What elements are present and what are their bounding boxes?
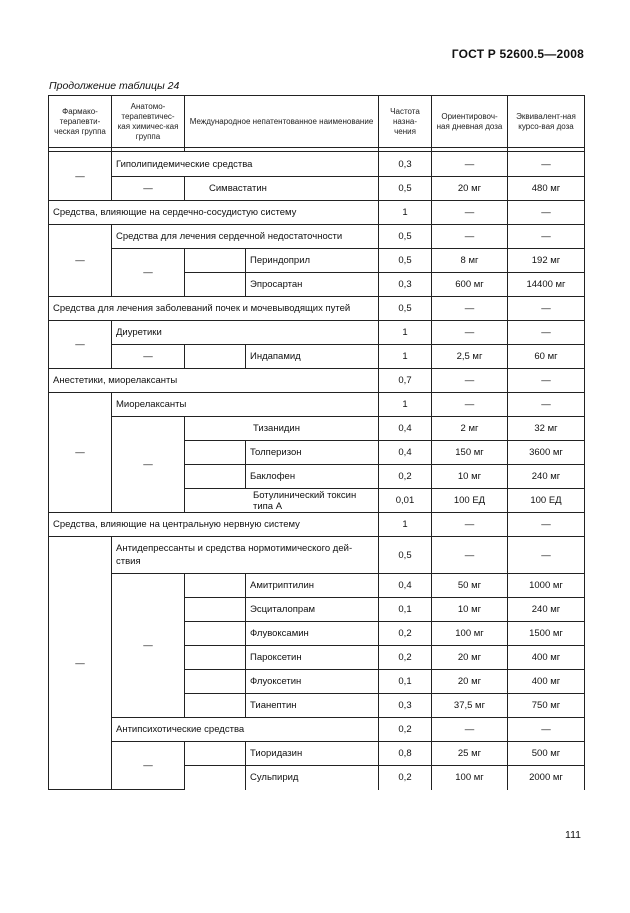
table-row — [49, 417, 585, 441]
cell-empty — [185, 622, 246, 646]
standard-number: ГОСТ Р 52600.5—2008 — [451, 47, 584, 61]
cell-dash: — — [112, 417, 185, 513]
cell-dash: — — [112, 345, 185, 369]
cell-empty — [185, 249, 246, 273]
cell-name: Сульпирид — [246, 766, 379, 790]
cell-course-dose: 500 мг — [508, 742, 585, 766]
cell-dash: — — [49, 152, 112, 201]
cell-frequency: 0,3 — [379, 152, 432, 177]
cell-daily-dose: — — [432, 152, 508, 177]
cell-empty — [185, 742, 246, 766]
cell-name: Тиоридазин — [246, 742, 379, 766]
cell-daily-dose: — — [432, 321, 508, 345]
cell-name: Амитриптилин — [246, 574, 379, 598]
cell-daily-dose: 2 мг — [432, 417, 508, 441]
cell-name: Индапамид — [246, 345, 379, 369]
cell-frequency: 1 — [379, 393, 432, 417]
cell-frequency: 1 — [379, 345, 432, 369]
cell-course-dose: — — [508, 393, 585, 417]
cell-course-dose: 1500 мг — [508, 622, 585, 646]
col-header-atc-group: Анатомо-терапевтичес-кая химичес-кая группа — [112, 96, 185, 148]
table-header-row — [49, 96, 585, 148]
cell-name: Баклофен — [246, 465, 379, 489]
cell-name: Миорелаксанты — [112, 393, 379, 417]
cell-empty — [185, 694, 246, 718]
cell-daily-dose: — — [432, 393, 508, 417]
cell-course-dose: 750 мг — [508, 694, 585, 718]
cell-frequency: 0,8 — [379, 742, 432, 766]
cell-daily-dose: 600 мг — [432, 273, 508, 297]
cell-daily-dose: — — [432, 718, 508, 742]
cell-name: Антидепрессанты и средства нормотимического дей-ствия — [112, 537, 379, 574]
cell-frequency: 0,2 — [379, 465, 432, 489]
cell-frequency: 0,1 — [379, 670, 432, 694]
table-row — [49, 369, 585, 393]
cell-name: Анестетики, миорелаксанты — [49, 369, 379, 393]
col-header-course-dose: Эквивалент-ная курсо-вая доза — [508, 96, 585, 148]
cell-empty — [185, 670, 246, 694]
table-row — [49, 574, 585, 598]
cell-frequency: 1 — [379, 321, 432, 345]
cell-name: Периндоприл — [246, 249, 379, 273]
table-caption: Продолжение таблицы 24 — [49, 80, 180, 92]
cell-name: Флуоксетин — [246, 670, 379, 694]
table-row — [49, 513, 585, 537]
cell-course-dose: 400 мг — [508, 670, 585, 694]
cell-empty — [185, 273, 246, 297]
cell-frequency: 0,2 — [379, 718, 432, 742]
cell-course-dose: 60 мг — [508, 345, 585, 369]
cell-frequency: 0,5 — [379, 177, 432, 201]
cell-name: Тианептин — [246, 694, 379, 718]
cell-dash: — — [112, 177, 185, 201]
cell-course-dose: 240 мг — [508, 598, 585, 622]
cell-name: Эсциталопрам — [246, 598, 379, 622]
cell-empty — [185, 441, 246, 465]
cell-empty — [185, 598, 246, 622]
cell-daily-dose: — — [432, 201, 508, 225]
cell-daily-dose: 20 мг — [432, 670, 508, 694]
cell-dash: — — [49, 393, 112, 513]
cell-dash: — — [112, 742, 185, 790]
cell-frequency: 0,2 — [379, 622, 432, 646]
table-row — [49, 321, 585, 345]
cell-empty — [185, 465, 246, 489]
cell-dash: — — [112, 249, 185, 297]
table-row — [49, 742, 585, 766]
cell-daily-dose: — — [432, 537, 508, 574]
cell-frequency: 1 — [379, 513, 432, 537]
cell-course-dose: 240 мг — [508, 465, 585, 489]
col-header-daily-dose: Ориентировоч-ная дневная доза — [432, 96, 508, 148]
cell-course-dose: — — [508, 369, 585, 393]
cell-course-dose: 32 мг — [508, 417, 585, 441]
cell-course-dose: 480 мг — [508, 177, 585, 201]
table-row — [49, 718, 585, 742]
cell-daily-dose: 25 мг — [432, 742, 508, 766]
table-row — [49, 152, 585, 177]
cell-daily-dose: 2,5 мг — [432, 345, 508, 369]
cell-course-dose: — — [508, 513, 585, 537]
cell-dash: — — [49, 321, 112, 369]
cell-course-dose: 3600 мг — [508, 441, 585, 465]
cell-name: Средства для лечения сердечной недостаточности — [112, 225, 379, 249]
cell-frequency: 1 — [379, 201, 432, 225]
cell-name: Средства, влияющие на центральную нервную систему — [49, 513, 379, 537]
table-row — [49, 249, 585, 273]
cell-course-dose: — — [508, 321, 585, 345]
table-row — [49, 297, 585, 321]
cell-course-dose: — — [508, 718, 585, 742]
cell-frequency: 0,5 — [379, 297, 432, 321]
cell-name: Средства для лечения заболеваний почек и мочевыводящих путей — [49, 297, 379, 321]
table-row — [49, 537, 585, 574]
cell-daily-dose: — — [432, 513, 508, 537]
cell-course-dose: — — [508, 537, 585, 574]
table-row — [49, 345, 585, 369]
cell-course-dose: 2000 мг — [508, 766, 585, 790]
cell-daily-dose: 20 мг — [432, 646, 508, 670]
cell-daily-dose: 100 мг — [432, 622, 508, 646]
cell-frequency: 0,4 — [379, 417, 432, 441]
cell-name: Ботулинический токсин типа А — [185, 489, 379, 513]
cell-frequency: 0,4 — [379, 441, 432, 465]
cell-daily-dose: 50 мг — [432, 574, 508, 598]
cell-empty — [185, 574, 246, 598]
cell-course-dose: 14400 мг — [508, 273, 585, 297]
cell-course-dose: 192 мг — [508, 249, 585, 273]
cell-course-dose: — — [508, 297, 585, 321]
cell-daily-dose: 100 ЕД — [432, 489, 508, 513]
cell-name: Пароксетин — [246, 646, 379, 670]
cell-course-dose: — — [508, 152, 585, 177]
cell-frequency: 0,5 — [379, 249, 432, 273]
cell-course-dose: — — [508, 201, 585, 225]
table-row — [49, 225, 585, 249]
cell-course-dose: — — [508, 225, 585, 249]
cell-name: Антипсихотические средства — [112, 718, 379, 742]
cell-name: Симвастатин — [185, 177, 379, 201]
cell-frequency: 0,2 — [379, 646, 432, 670]
cell-empty — [185, 766, 246, 790]
cell-name: Гиполипидемические средства — [112, 152, 379, 177]
cell-name: Тизанидин — [185, 417, 379, 441]
page-number: 111 — [565, 829, 581, 841]
cell-name: Флувоксамин — [246, 622, 379, 646]
cell-dash: — — [49, 537, 112, 790]
cell-course-dose: 100 ЕД — [508, 489, 585, 513]
cell-daily-dose: 37,5 мг — [432, 694, 508, 718]
cell-dash: — — [49, 225, 112, 297]
cell-frequency: 0,5 — [379, 537, 432, 574]
cell-empty — [185, 345, 246, 369]
drug-table — [48, 95, 585, 790]
cell-frequency: 0,5 — [379, 225, 432, 249]
cell-course-dose: 400 мг — [508, 646, 585, 670]
cell-dash: — — [112, 574, 185, 718]
table-row — [49, 177, 585, 201]
cell-frequency: 0,4 — [379, 574, 432, 598]
table-row — [49, 201, 585, 225]
cell-name: Диуретики — [112, 321, 379, 345]
cell-name: Толперизон — [246, 441, 379, 465]
cell-frequency: 0,3 — [379, 273, 432, 297]
col-header-frequency: Частота назна-чения — [379, 96, 432, 148]
cell-daily-dose: 8 мг — [432, 249, 508, 273]
col-header-pharm-group: Фармако-терапевти-ческая группа — [49, 96, 112, 148]
col-header-inn: Международное непатентованное наименование — [185, 96, 379, 148]
cell-name: Средства, влияющие на сердечно-сосудистую систему — [49, 201, 379, 225]
cell-name: Эпросартан — [246, 273, 379, 297]
cell-daily-dose: 20 мг — [432, 177, 508, 201]
cell-frequency: 0,3 — [379, 694, 432, 718]
cell-frequency: 0,7 — [379, 369, 432, 393]
cell-daily-dose: 150 мг — [432, 441, 508, 465]
cell-frequency: 0,01 — [379, 489, 432, 513]
cell-daily-dose: — — [432, 225, 508, 249]
cell-empty — [185, 646, 246, 670]
cell-course-dose: 1000 мг — [508, 574, 585, 598]
table-row — [49, 393, 585, 417]
cell-frequency: 0,2 — [379, 766, 432, 790]
cell-daily-dose: — — [432, 369, 508, 393]
cell-frequency: 0,1 — [379, 598, 432, 622]
cell-daily-dose: 10 мг — [432, 598, 508, 622]
cell-daily-dose: 10 мг — [432, 465, 508, 489]
cell-daily-dose: — — [432, 297, 508, 321]
cell-daily-dose: 100 мг — [432, 766, 508, 790]
